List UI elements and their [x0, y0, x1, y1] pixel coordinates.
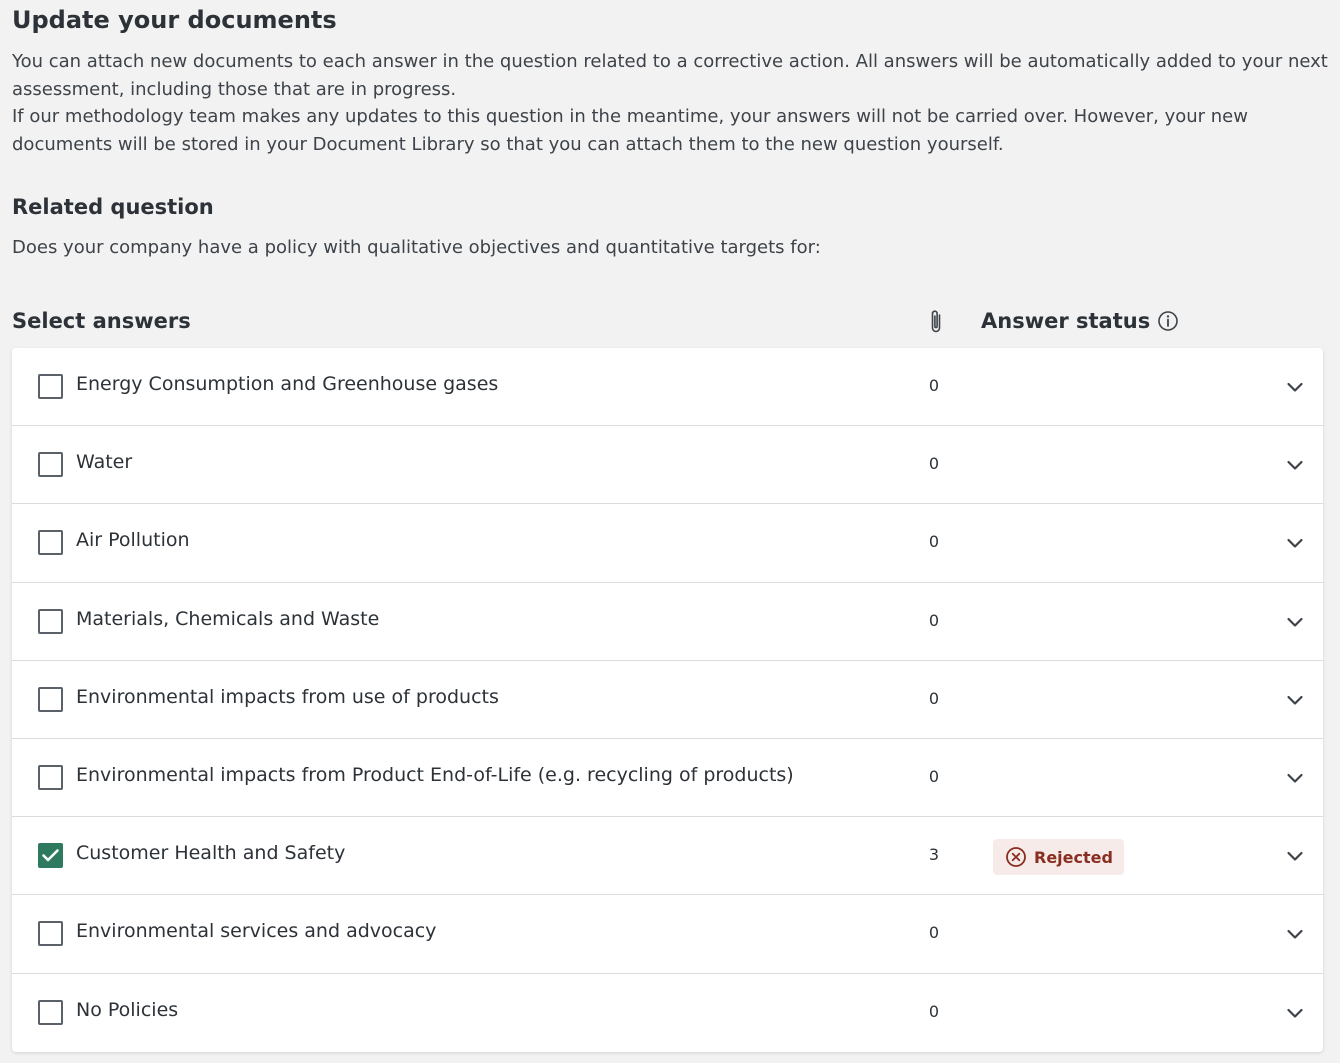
- answers-list: [12, 348, 1323, 1052]
- answer-row[interactable]: [12, 504, 1323, 582]
- chevron-down-icon[interactable]: [1284, 532, 1306, 554]
- answer-row[interactable]: [12, 426, 1323, 504]
- answer-status-label: Answer status: [981, 309, 1151, 333]
- status-label: Rejected: [1034, 847, 1113, 867]
- answer-label: Environmental services and advocacy: [76, 920, 437, 943]
- answer-label: Energy Consumption and Greenhouse gases: [76, 373, 499, 395]
- attachment-count: 0: [928, 1001, 940, 1021]
- answer-label: Customer Health and Safety: [76, 842, 346, 865]
- info-icon[interactable]: [1157, 310, 1179, 332]
- answer-checkbox[interactable]: [38, 374, 63, 399]
- answer-row[interactable]: [12, 739, 1323, 817]
- intro-paragraph-2: If our methodology team makes any updates to this question in the meantime, your answers will not be carried over. However, your new documents will be stored in your Document Library so that you can attach them to the new question yourself.: [12, 106, 1248, 155]
- chevron-down-icon[interactable]: [1284, 689, 1306, 711]
- related-question-title: Related question: [12, 195, 214, 219]
- answer-label: Materials, Chemicals and Waste: [76, 607, 380, 630]
- attachment-count: 0: [928, 610, 940, 630]
- chevron-down-icon[interactable]: [1284, 845, 1306, 867]
- answer-status-header: [981, 306, 1179, 336]
- attachment-count: 0: [928, 766, 940, 786]
- answer-row[interactable]: [12, 583, 1323, 661]
- answer-row[interactable]: [12, 661, 1323, 739]
- answer-checkbox[interactable]: [38, 1000, 63, 1025]
- attachment-count: 0: [928, 454, 940, 474]
- chevron-down-icon[interactable]: [1284, 454, 1306, 476]
- answer-label: Environmental impacts from use of products: [76, 685, 499, 708]
- related-question-text: Does your company have a policy with qualitative objectives and quantitative targets for:: [12, 237, 821, 258]
- rejected-icon: [1005, 846, 1027, 868]
- paperclip-icon: [927, 308, 945, 336]
- answer-checkbox[interactable]: [38, 921, 63, 946]
- answer-checkbox[interactable]: [38, 765, 63, 790]
- answer-label: No Policies: [76, 998, 179, 1021]
- answer-checkbox[interactable]: [38, 530, 63, 555]
- chevron-down-icon[interactable]: [1284, 1002, 1306, 1024]
- intro-text: [12, 48, 1328, 158]
- answer-label: Water: [76, 451, 133, 474]
- chevron-down-icon[interactable]: [1284, 767, 1306, 789]
- answer-checkbox[interactable]: [38, 609, 63, 634]
- page-title: Update your documents: [12, 6, 337, 34]
- attachment-count: 0: [928, 923, 940, 943]
- answer-row[interactable]: [12, 348, 1323, 426]
- answers-table-header: [12, 304, 1323, 340]
- attachment-count: 3: [928, 845, 940, 865]
- answer-row[interactable]: [12, 974, 1323, 1052]
- chevron-down-icon[interactable]: [1284, 611, 1306, 633]
- answer-label: Environmental impacts from Product End-of-Life (e.g. recycling of products): [76, 763, 794, 786]
- chevron-down-icon[interactable]: [1284, 376, 1306, 398]
- checkmark-icon: [41, 847, 60, 864]
- answer-checkbox[interactable]: [38, 452, 63, 477]
- status-badge: [993, 839, 1124, 875]
- intro-paragraph-1: You can attach new documents to each answer in the question related to a corrective action. All answers will be automatically added to your next assessment, including those that are in progress.: [12, 51, 1328, 100]
- attachment-count: 0: [928, 376, 940, 395]
- select-answers-header: Select answers: [12, 309, 191, 333]
- answer-row[interactable]: [12, 895, 1323, 973]
- answer-checkbox[interactable]: [38, 843, 63, 868]
- answer-row[interactable]: [12, 817, 1323, 895]
- answer-label: Air Pollution: [76, 529, 190, 552]
- attachment-count: 0: [928, 688, 940, 708]
- chevron-down-icon[interactable]: [1284, 923, 1306, 945]
- answer-checkbox[interactable]: [38, 687, 63, 712]
- attachment-count: 0: [928, 532, 940, 552]
